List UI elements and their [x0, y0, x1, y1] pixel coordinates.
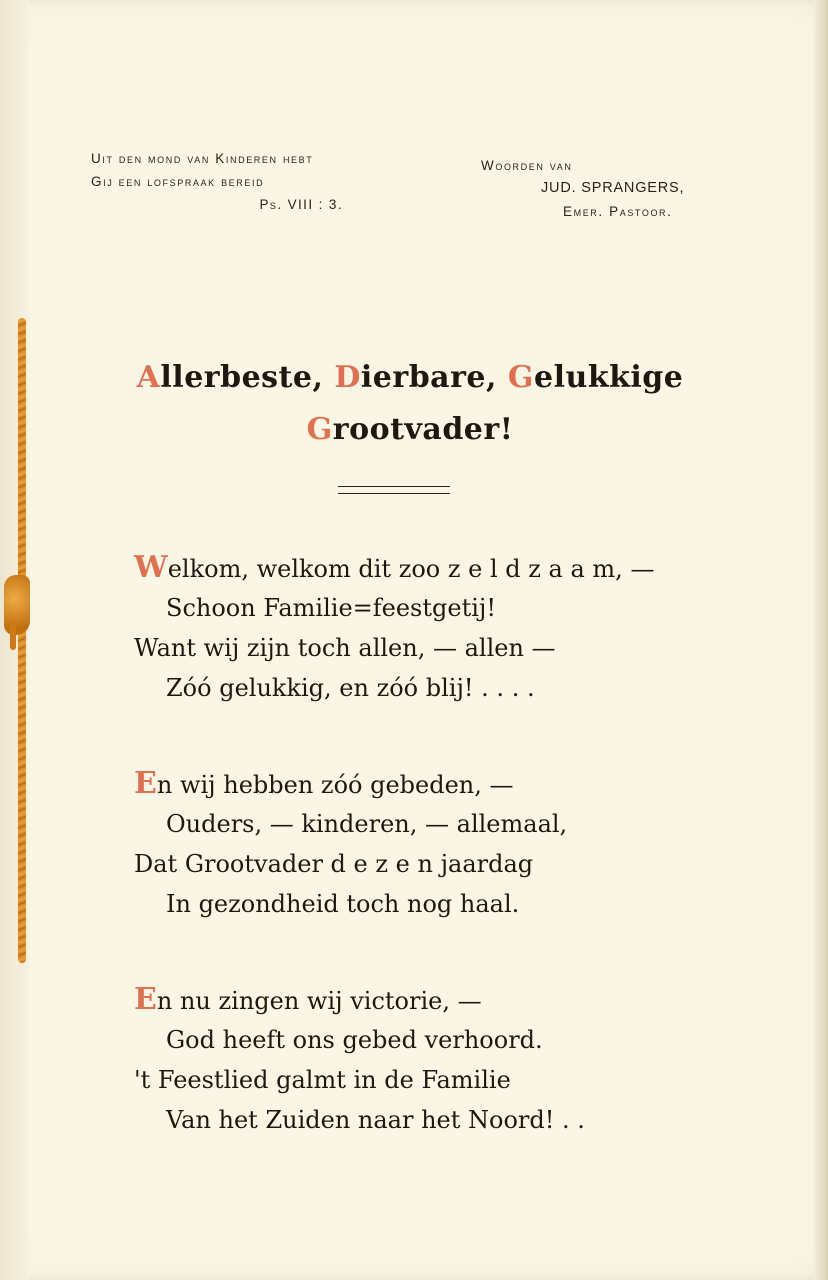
binding-cord-tail [10, 620, 16, 650]
verse-line [134, 980, 754, 1020]
title-initial-g: G [507, 360, 535, 395]
title-initial-d: D [334, 360, 361, 395]
author-block [465, 154, 705, 223]
title-line-2 [110, 404, 710, 456]
verse-line: Schoon Familie=feestgetij! [166, 594, 496, 622]
motto-reference: Ps. VIII : 3. [259, 197, 343, 212]
binding-cord [18, 318, 26, 963]
title-line-1 [110, 352, 710, 404]
verse-line: In gezondheid toch nog haal. [166, 890, 520, 918]
verse-line: Van het Zuiden naar het Noord! . . [166, 1106, 585, 1134]
title-word-1: llerbeste, [160, 360, 335, 395]
verse-line: 't Feestlied galmt in de Familie [134, 1066, 511, 1094]
verse-line: Dat Grootvader d e z e n jaardag [134, 850, 534, 878]
title-word-3: elukkige [534, 360, 684, 395]
verse-text: elkom, welkom dit zoo z e l d z a a m, — [167, 555, 655, 583]
title-word-2: ierbare, [360, 360, 508, 395]
drop-initial: E [134, 982, 157, 1017]
stanza-3 [134, 980, 754, 1140]
title-initial-a: A [136, 360, 161, 395]
poem-body [134, 548, 754, 1196]
verse-text: n nu zingen wij victorie, — [156, 987, 482, 1015]
drop-initial: E [134, 766, 157, 801]
stanza-2 [134, 764, 754, 924]
verse-line [134, 764, 754, 804]
motto-line-2: Gij een lofspraak bereid [91, 174, 265, 189]
title-divider [338, 486, 450, 494]
motto-line-1: Uit den mond van Kinderen hebt [91, 151, 314, 166]
motto-block [91, 147, 361, 216]
drop-initial: W [134, 550, 168, 585]
poem-title [110, 352, 710, 456]
verse-line: Want wij zijn toch allen, — allen — [134, 634, 556, 662]
author-title: Emer. Pastoor. [563, 204, 673, 219]
author-name: JUD. SPRANGERS, [541, 180, 685, 196]
verse-line: Ouders, — kinderen, — allemaal, [166, 810, 568, 838]
page-right-edge [814, 0, 828, 1280]
binding-cord-knot [4, 575, 30, 635]
verse-text: n wij hebben zóó gebeden, — [156, 771, 514, 799]
verse-line: Zóó gelukkig, en zóó blij! . . . . [166, 674, 535, 702]
verse-line: God heeft ons gebed verhoord. [166, 1026, 543, 1054]
verse-line [134, 548, 754, 588]
stanza-1 [134, 548, 754, 708]
author-intro: Woorden van [481, 158, 573, 173]
title-initial-g2: G [306, 412, 333, 447]
title-word-4: rootvader! [332, 412, 514, 447]
